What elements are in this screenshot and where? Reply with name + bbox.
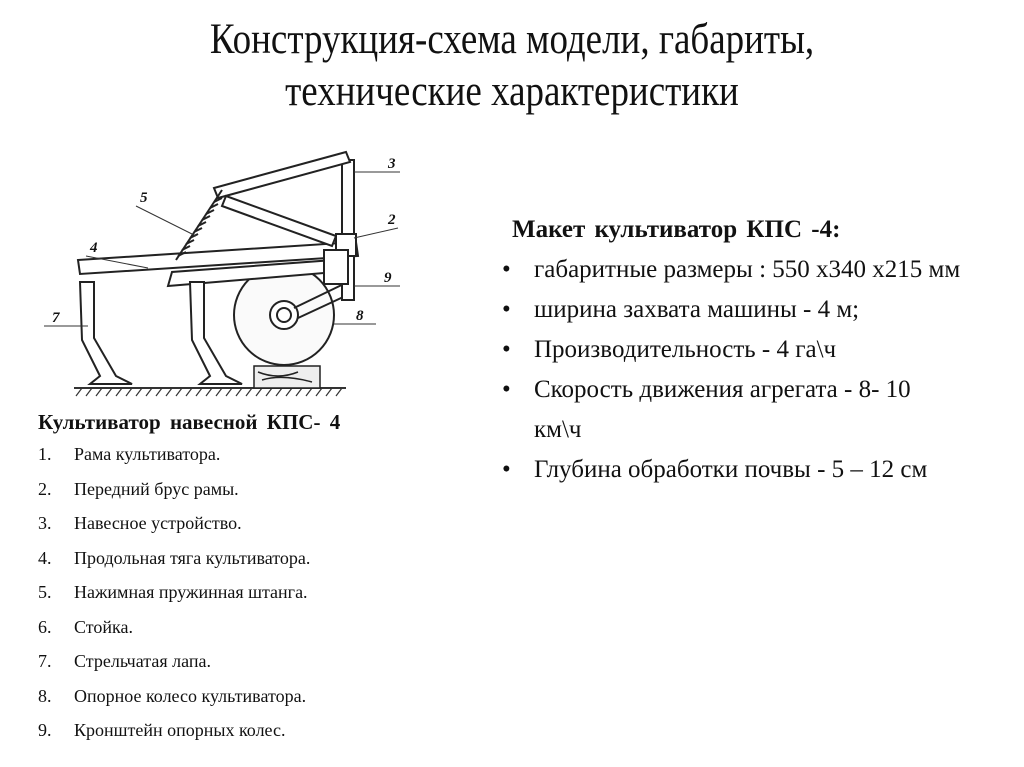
specs-list [498,250,998,490]
spec-item: • Глубина обработки почвы - 5 – 12 см [498,450,964,490]
wheel-support-block [254,366,320,388]
svg-text:8: 8 [356,308,364,324]
list-item: 3. Навесное устройство. [38,513,242,533]
svg-text:4: 4 [90,240,98,256]
specs-panel [498,210,998,490]
ground-hatching [74,388,346,396]
spec-item: • Производительность - 4 га\ч [498,330,964,370]
list-item: 7. Стрельчатая лапа. [38,651,211,671]
bullet-icon: • [502,376,511,403]
title-line-1: Конструкция-схема модели, габариты, [209,16,815,63]
spring-rod [176,190,222,260]
svg-text:9: 9 [384,270,392,286]
tines [80,282,242,384]
legend-heading: Культиватор навесной КПС- 4 [38,410,341,434]
list-item: 2. Передний брус рамы. [38,478,239,499]
svg-text:7: 7 [52,310,60,326]
list-item: 1. Рама культиватора. [38,444,221,464]
list-item: 6. Стойка. [38,616,133,637]
specs-heading: Макет культиватор КПС -4: [512,216,841,243]
cultivator-diagram [36,132,416,404]
list-item: 5. Нажимная пружинная штанга. [38,582,308,602]
parts-list [38,437,458,748]
bullet-icon: • [502,336,511,363]
spec-item: • габаритные размеры : 550 х340 х215 мм [498,250,964,290]
bullet-icon: • [502,296,511,323]
list-item: 4. Продольная тяга культиватора. [38,547,311,568]
title-line-2: технические характеристики [285,68,739,115]
list-item: 8. Опорное колесо культиватора. [38,685,307,706]
svg-text:5: 5 [140,190,148,206]
svg-text:2: 2 [388,212,396,228]
spec-item: • ширина захвата машины - 4 м; [498,290,964,330]
bullet-icon: • [502,456,511,483]
parts-legend [38,409,458,748]
slide-title [72,14,953,118]
spec-item: • Скорость движения агрегата - 8- 10 км\ч [498,370,964,450]
list-item: 9. Кронштейн опорных колес. [38,720,286,740]
svg-text:3: 3 [388,156,396,172]
bullet-icon: • [502,256,511,283]
